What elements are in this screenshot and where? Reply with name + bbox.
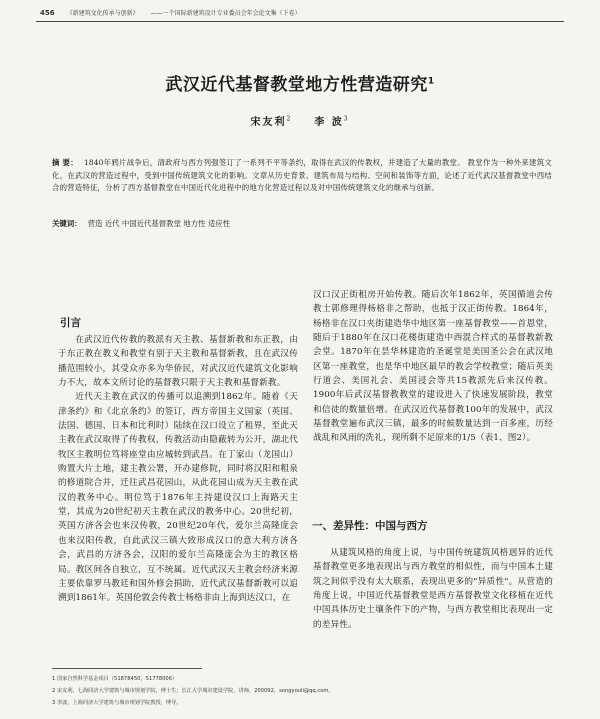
author-second-mark: 3 — [343, 115, 350, 123]
author-first-mark: 2 — [286, 115, 293, 123]
footnote-rule — [52, 668, 202, 669]
footnote-item: 2 宋友利，七海同济大学建筑与城市规划学院，博士生；长江大学城市建设学院，讲师，200092，songyouli@qq.com。 — [52, 688, 334, 694]
journal-subtitle: ——一个国际新建筑设计专业委员会年会论文集（下卷） — [150, 10, 301, 17]
keywords-label: 关键词： — [52, 219, 82, 228]
journal-name: 《新建筑文化传承与创新》 — [66, 10, 139, 17]
right-column-body — [313, 288, 553, 446]
keywords-text: 营造 近代 中国近代基督教堂 地方性 适应性 — [87, 219, 231, 228]
abstract — [52, 157, 552, 195]
paper-title-text: 武汉近代基督教堂地方性营造研究 — [165, 75, 428, 95]
title-footnote-mark: 1 — [427, 76, 435, 87]
right-column-paragraph: 汉口汉正街租房开始传教。随后次年1862年，英国循道会传教士郭修理得杨格非之帮助，也抵于汉正街传教。1864年，杨格非在汉口夹街建造华中地区第一座基督教堂——首恩堂，随后于1880年在汉口花楼街建造中西混合样式的基督教新教会堂。1870年在昙华林建造的圣诞堂是美国圣公会在武汉地区第一座教堂，也是华中地区最早的教会学校教堂；随后英美行道会、美国礼会、美国浸会等共15教派先后来汉传教。1900年后武汉基督教教堂的建设进入了快速发展阶段，教堂和信徒的数量倍增。在武汉近代基督教100年的发展中，武汉基督教堂遍布武汉三镇，最多的时候数量达到一百多座，历经战乱和风雨的洗礼，现所剩不足原来的1/5（表1、图2）。 — [313, 290, 553, 444]
intro-body — [58, 333, 298, 606]
section1-body — [313, 546, 553, 632]
section1-paragraph: 从建筑风格的角度上说，与中国传统建筑风格迥异的近代基督教堂更多地表现出与西方教堂的相似性，而与中国本土建筑之间似乎没有太大联系，表现出更多的"异质性"。从营造的角度上说，中国近代基督教堂是西方基督教堂文化移植在近代中国具体历史土壤条件下的产物，与西方教堂相比表现出一定的差异性。 — [313, 548, 553, 630]
running-head — [40, 8, 560, 17]
footnote-item: 3 李波，上海同济大学建筑与城市规划学院教授，博导。 — [52, 700, 182, 706]
author-first: 宋友利 — [250, 117, 287, 128]
author-second: 李 波 — [314, 117, 344, 128]
section1-heading: 一、差异性：中国与西方 — [312, 520, 428, 532]
keywords — [52, 218, 552, 230]
intro-paragraph: 近代天主教在武汉的传播可以追溯到1862年。随着《天津条约》和《北京条约》的签订，西方帝国主义国家（英国、法国、德国、日本和比利时）陆续在汉口设立了租界，至此天主教在武汉取得了传教权，传教活动由隐蔽转为公开，湖北代牧区主教明位笃将座堂由应城转到武昌。在丁家山（龙国山）购置大片土地，建主教公署，开办建修院，同时将汉阳和粗泉的修道院合并，迁往武昌花园山，从此花园山成为天主教在武汉的教务中心。明位笃于1876年主持建设汉口上海路天主堂，其成为20世纪初天主教在武汉的教务中心。20世纪初，英国方济各会也来汉传教，20世纪20年代，爱尔兰高隆庞会也来汉阳传教，自此武汉三镇大致形成汉口的意大利方济各会，武昌的方济各会，汉阳的爱尔兰高隆庞会为主的教区格局。教区间各自独立，互不统属。近代武汉天主教会经济来源主要依靠罗马教廷和国外修会捐助，近代武汉基督新教可以追溯到1861年。英国伦敦会传教士杨格非由上海到达汉口，在 — [58, 392, 298, 604]
header-rule — [36, 21, 564, 22]
abstract-label: 摘 要： — [52, 158, 78, 167]
abstract-text: 1840年鸦片战争后，清政府与西方列强签订了一系列不平等条约，取得在武汉的传教权，并建造了大量的教堂。 教堂作为一种外来建筑文化，在武汉的营造过程中，受到中国传统建筑文化的影响。文章从历史背景、建筑布局与结构、空间和装饰等方面，论述了近代武汉基督教堂中西结合的营造特征，分析了西方基督教堂在中国近代化进程中的地方化营造过程以及对中国传统建筑文化的继承与创新。 — [52, 158, 553, 193]
intro-heading: 引言 — [60, 317, 81, 329]
page-number: 456 — [40, 9, 55, 17]
footnote-item: 1 国家自然科学基金项目（51878450，51778006） — [52, 676, 178, 682]
author-line — [0, 113, 600, 128]
intro-paragraph: 在武汉近代传教的教派有天主教、基督新教和东正教，由于东正教在教义和教堂有别于天主教和基督新教，且在武汉传播范围较小，其受众亦多为华侨民，对武汉近代建筑文化影响力不大，故本文所讨论的基督教只限于天主教和基督新教。 — [58, 335, 298, 389]
footnotes — [52, 673, 552, 709]
paper-title — [0, 70, 600, 95]
